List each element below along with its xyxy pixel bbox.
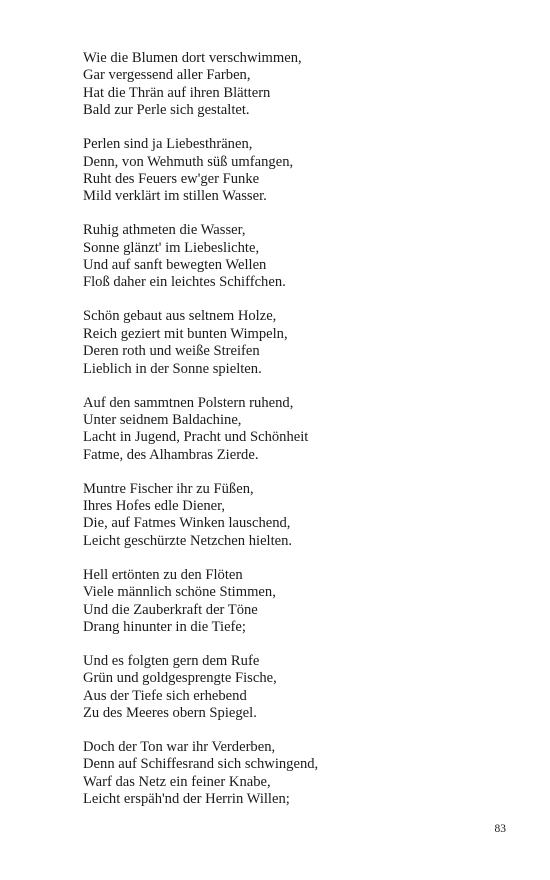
poem-line: Ruht des Feuers ew'ger Funke [83, 170, 260, 187]
poem-line: Muntre Fischer ihr zu Füßen, [83, 480, 254, 497]
poem-line: Lacht in Jugend, Pracht und Schönheit [83, 429, 309, 446]
poem-line: Perlen sind ja Liebesthränen, [83, 136, 253, 153]
poem-line: Gar vergessend aller Farben, [83, 67, 251, 84]
poem-line: Fatme, des Alhambras Zierde. [83, 446, 259, 463]
poem-line: Mild verklärt im stillen Wasser. [83, 188, 267, 205]
poem-line: Deren roth und weiße Streifen [83, 343, 260, 360]
poem-line: Denn auf Schiffesrand sich schwingend, [83, 756, 319, 773]
poem-line: Und auf sanft bewegten Wellen [83, 257, 267, 274]
stanza-8 [83, 653, 513, 723]
poem-text [83, 50, 513, 825]
page-number: 83 [494, 823, 506, 835]
poem-line: Leicht erspäh'nd der Herrin Willen; [83, 791, 290, 808]
poem-line: Sonne glänzt' im Liebeslichte, [83, 239, 260, 256]
poem-line: Ihres Hofes edle Diener, [83, 498, 226, 515]
poem-line: Aus der Tiefe sich erhebend [83, 687, 247, 704]
poem-line: Schön gebaut aus seltnem Holze, [83, 308, 277, 325]
poem-line: Hell ertönten zu den Flöten [83, 566, 243, 583]
stanza-9 [83, 739, 513, 809]
poem-line: Doch der Ton war ihr Verderben, [83, 739, 276, 755]
poem-line: Hat die Thrän auf ihren Blättern [83, 84, 271, 101]
poem-line: Viele männlich schöne Stimmen, [83, 584, 276, 601]
poem-line: Die, auf Fatmes Winken lauschend, [83, 515, 291, 532]
poem-line: Unter seidnem Baldachine, [83, 411, 242, 428]
poem-line: Und es folgten gern dem Rufe [83, 652, 260, 669]
poem-line: Bald zur Perle sich gestaltet. [83, 102, 250, 119]
poem-line: Wie die Blumen dort verschwimmen, [83, 50, 302, 66]
poem-line: Zu des Meeres obern Spiegel. [83, 705, 257, 722]
poem-line: Reich geziert mit bunten Wimpeln, [83, 325, 288, 342]
stanza-1 [83, 50, 513, 120]
stanza-7 [83, 567, 513, 637]
poem-line: Auf den sammtnen Polstern ruhend, [83, 394, 294, 411]
stanza-3 [83, 222, 513, 292]
poem-line: Ruhig athmeten die Wasser, [83, 222, 246, 239]
poem-line: Denn, von Wehmuth süß umfangen, [83, 153, 294, 170]
poem-line: Warf das Netz ein feiner Knabe, [83, 773, 271, 790]
stanza-6 [83, 481, 513, 551]
poem-line: Lieblich in der Sonne spielten. [83, 360, 262, 377]
stanza-4 [83, 308, 513, 378]
poem-line: Floß daher ein leichtes Schiffchen. [83, 274, 286, 291]
stanza-5 [83, 395, 513, 465]
poem-line: Grün und goldgesprengte Fische, [83, 670, 277, 687]
poem-line: Und die Zauberkraft der Töne [83, 601, 258, 618]
poem-line: Drang hinunter in die Tiefe; [83, 618, 246, 635]
poem-line: Leicht geschürzte Netzchen hielten. [83, 532, 293, 549]
stanza-2 [83, 136, 513, 206]
